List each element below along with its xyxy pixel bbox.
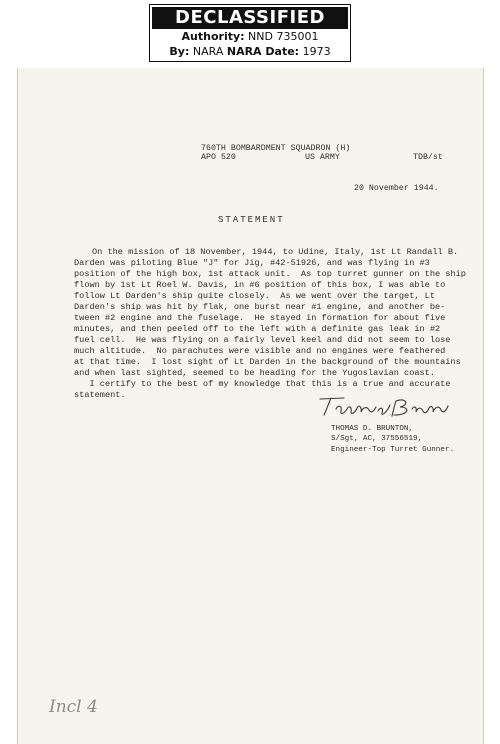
body-line: position of the high box, 1st attack unit. As top turret gunner on the ship — [74, 269, 466, 279]
statement-title: STATEMENT — [218, 215, 285, 225]
body-line: minutes, and then peeled off to the left with a definite gas leak in #2 — [74, 324, 441, 334]
body-line: much altitude. No parachutes were visible and no engines were feathered — [74, 346, 446, 356]
stamp-authority-label: Authority: — [181, 30, 245, 43]
body-line: On the mission of 18 November, 1944, to Udine, Italy, 1st Lt Randall B. — [92, 247, 459, 257]
stamp-date-value: 1973 — [302, 45, 331, 58]
stamp-authority — [150, 29, 350, 44]
stamp-authority-value: NND 735001 — [248, 30, 319, 43]
signer-rank: S/Sgt, AC, 37556519, — [331, 435, 423, 443]
document-page — [17, 68, 484, 744]
stamp-by — [150, 44, 350, 59]
statement-date: 20 November 1944. — [354, 184, 439, 193]
body-line: I certify to the best of my knowledge that this is a true and accurate — [74, 379, 451, 389]
stamp-title: DECLASSIFIED — [152, 7, 348, 29]
body-line: Darden was piloting Blue "J" for Jig, #42-51926, and was flying in #3 — [74, 258, 430, 268]
body-line: and when last sighted, seemed to be heading for the Yugoslavian coast. — [74, 368, 435, 378]
us-army-label: US ARMY — [305, 153, 340, 162]
body-line: at that time. I lost sight of Lt Darden in the background of the mountains — [74, 357, 461, 367]
stamp-by-label: By: — [169, 45, 190, 58]
body-line: tween #2 engine and the fuselage. He stayed in formation for about five — [74, 313, 446, 323]
body-line: flown by 1st Lt Roel W. Davis, in #6 position of this box, I was able to — [74, 280, 446, 290]
handwritten-margin-note: Incl 4 — [49, 697, 98, 717]
body-line: follow Lt Darden's ship quite closely. As we went over the target, Lt — [74, 291, 435, 301]
declassified-stamp — [149, 4, 351, 62]
stamp-date-label: NARA Date: — [226, 45, 300, 58]
body-line: Darden's ship was hit by flak, one burst near #1 engine, and another be- — [74, 302, 446, 312]
signer-role: Engineer-Top Turret Gunner. — [331, 446, 455, 454]
body-line: fuel cell. He was flying on a fairly level keel and did not seem to lose — [74, 335, 451, 345]
reference-initials: TDB/st — [413, 153, 443, 162]
body-line: statement. — [74, 390, 126, 400]
unit-heading: 760TH BOMBARDMENT SQUADRON (H) — [201, 144, 351, 153]
apo-number: APO 520 — [201, 153, 236, 162]
stamp-by-value: NARA — [192, 45, 224, 58]
signer-name: THOMAS D. BRUNTON, — [331, 425, 414, 433]
handwritten-signature — [314, 395, 454, 419]
